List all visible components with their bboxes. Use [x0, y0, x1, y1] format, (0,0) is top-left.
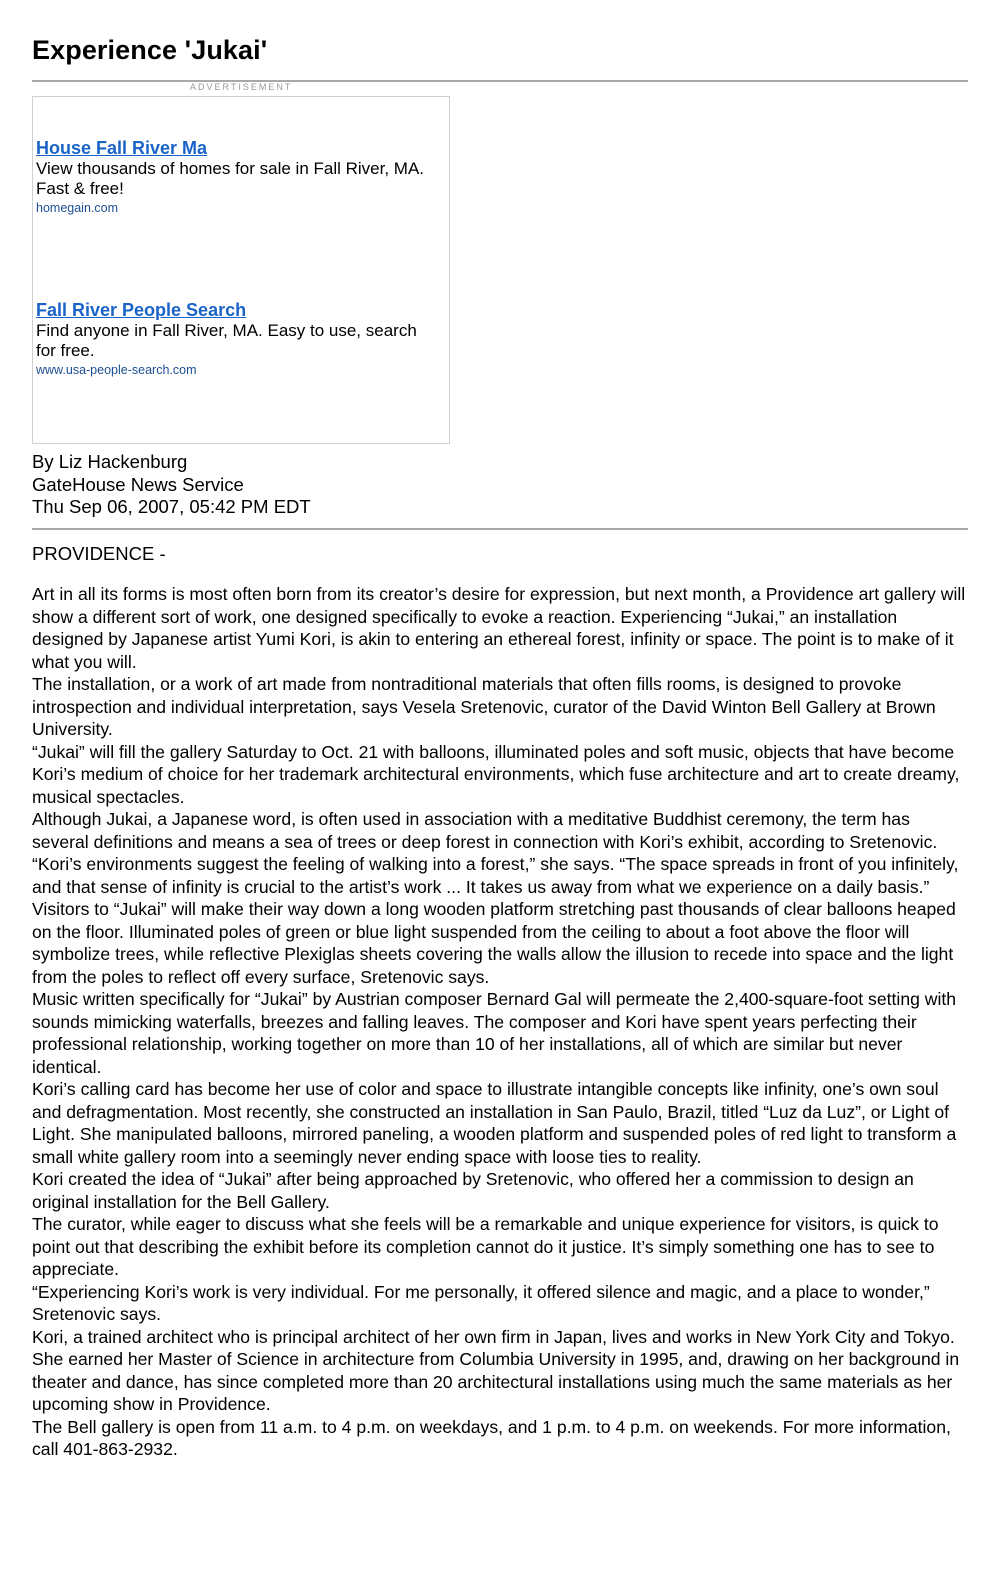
advertisement-label: ADVERTISEMENT — [190, 82, 293, 92]
article-page — [32, 30, 968, 1459]
article-paragraph: “Experiencing Kori’s work is very individual. For me personally, it offered silence and magic, and a place to wonder,” Sretenovic says. — [32, 1281, 930, 1324]
byline-service: GateHouse News Service — [32, 473, 244, 495]
ad-url[interactable]: www.usa-people-search.com — [36, 363, 197, 377]
ad-url[interactable]: homegain.com — [36, 201, 118, 215]
byline-author: By Liz Hackenburg — [32, 451, 188, 472]
ad-title-link[interactable]: Fall River People Search — [36, 300, 247, 320]
title-divider — [32, 80, 968, 82]
article-body — [32, 583, 968, 1461]
article-title: Experience 'Jukai' — [32, 35, 268, 65]
article-paragraph: “Kori’s environments suggest the feeling of walking into a forest,” she says. “The space spreads in front of you infinitely, and that sense of infinity is crucial to the artist’s work ... It takes us away from what we experience on a daily basis.” — [32, 854, 959, 897]
advertisement-box — [32, 96, 450, 444]
dateline: PROVIDENCE - — [32, 543, 166, 564]
article-paragraph: Art in all its forms is most often born from its creator’s desire for expression, but next month, a Providence art gallery will show a different sort of work, one designed specifically to evoke a reaction. Experiencing “Jukai,” an installation designed by Japanese artist Yumi Kori, is akin to entering an ethereal forest, infinity or space. The point is to make of it what you will. — [32, 584, 966, 672]
article-paragraph: Kori, a trained architect who is principal architect of her own firm in Japan, lives and works in New York City and Tokyo. She earned her Master of Science in architecture from Columbia University in 1995, and, drawing on her background in theater and dance, has since completed more than 20 architectural installations using much the same materials as her upcoming show in Providence. — [32, 1326, 960, 1414]
byline-date: Thu Sep 06, 2007, 05:42 PM EDT — [32, 496, 311, 517]
ad-item — [36, 137, 436, 217]
article-paragraph: Although Jukai, a Japanese word, is often used in association with a meditative Buddhist ceremony, the term has several definitions and means a sea of trees or deep forest in connection with Kori’s exhibit, according to Sretenovic. — [32, 809, 938, 852]
article-paragraph: The installation, or a work of art made from nontraditional materials that often fills rooms, is designed to provoke introspection and individual interpretation, says Vesela Sretenovic, curator of the David Winton Bell Gallery at Brown University. — [32, 674, 936, 739]
article-paragraph: Visitors to “Jukai” will make their way down a long wooden platform stretching past thousands of clear balloons heaped on the floor. Illuminated poles of green or blue light suspended from the ceiling to about a foot above the floor will symbolize trees, while reflective Plexiglas sheets covering the walls allow the illusion to recede into space and the light from the poles to reflect off every surface, Sretenovic says. — [32, 899, 956, 987]
article-paragraph: Music written specifically for “Jukai” by Austrian composer Bernard Gal will permeate the 2,400-square-foot setting with sounds mimicking waterfalls, breezes and falling leaves. The composer and Kori have spent years perfecting their professional relationship, working together on more than 10 of her installations, all of which are similar but never identical. — [32, 989, 957, 1077]
ad-description: Find anyone in Fall River, MA. Easy to use, search for free. — [36, 321, 417, 360]
article-paragraph: Kori created the idea of “Jukai” after being approached by Sretenovic, who offered her a commission to design an original installation for the Bell Gallery. — [32, 1169, 914, 1212]
article-paragraph: The curator, while eager to discuss what she feels will be a remarkable and unique experience for visitors, is quick to point out that describing the exhibit before its completion cannot do it justice. It’s simply something one has to see to appreciate. — [32, 1214, 939, 1279]
article-paragraph: The Bell gallery is open from 11 a.m. to 4 p.m. on weekdays, and 1 p.m. to 4 p.m. on weekends. For more information, call 401-863-2932. — [32, 1416, 951, 1459]
ad-title-link[interactable]: House Fall River Ma — [36, 138, 208, 158]
ad-description: View thousands of homes for sale in Fall River, MA. Fast & free! — [36, 159, 425, 198]
article-paragraph: “Jukai” will fill the gallery Saturday to Oct. 21 with balloons, illuminated poles and soft music, objects that have become Kori’s medium of choice for her trademark architectural environments, which fuse architecture and art to create dreamy, musical spectacles. — [32, 741, 960, 807]
byline — [32, 451, 311, 519]
article-paragraph: Kori’s calling card has become her use of color and space to illustrate intangible concepts like infinity, one’s own soul and defragmentation. Most recently, she constructed an installation in San Paulo, Brazil, titled “Luz da Luz”, or Light of Light. She manipulated balloons, mirrored paneling, a wooden platform and suspended poles of red light to transform a small white gallery room into a seemingly never ending space with loose ties to reality. — [32, 1079, 957, 1167]
byline-divider — [32, 528, 968, 530]
ad-item — [36, 299, 436, 379]
